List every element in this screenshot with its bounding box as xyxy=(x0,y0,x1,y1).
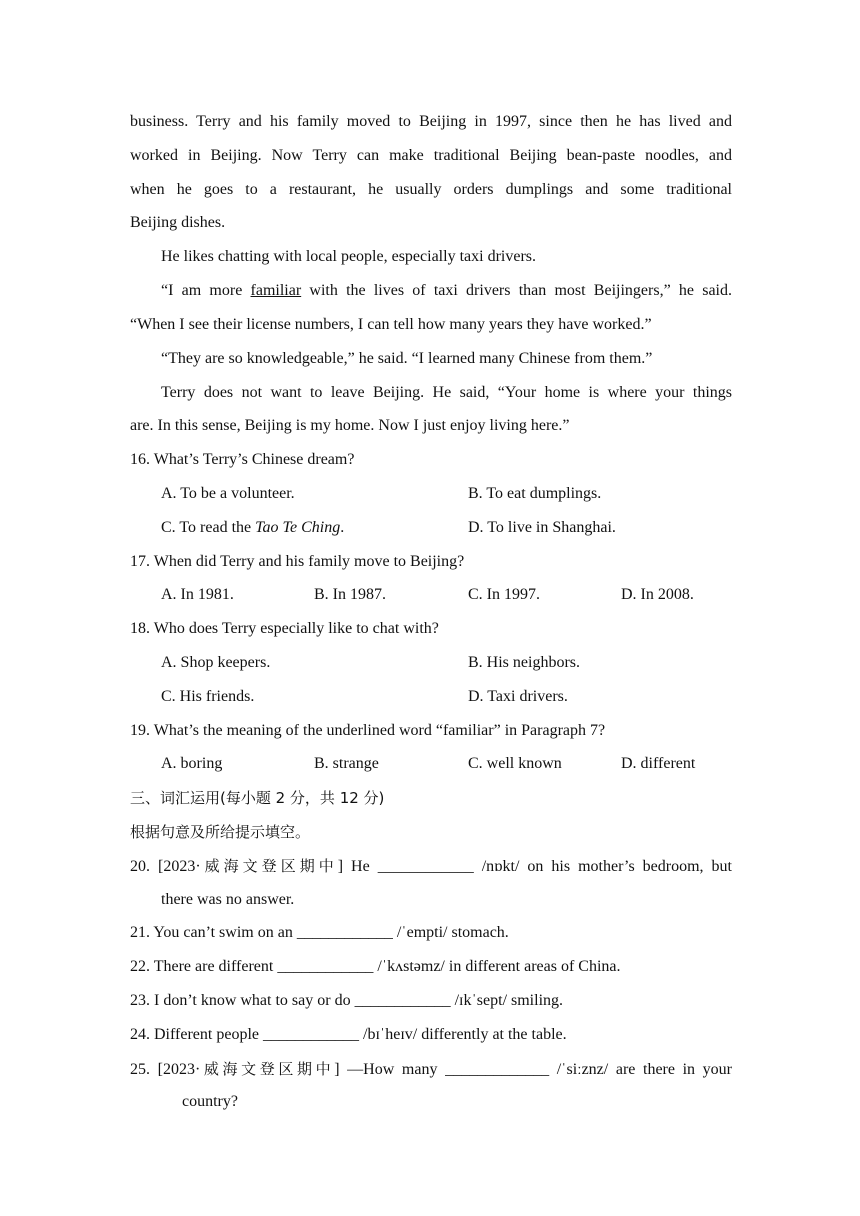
passage-line: worked in Beijing. Now Terry can make traditional Beijing bean-paste noodles, and xyxy=(130,147,732,164)
question-stem: 18. Who does Terry especially like to chat with? xyxy=(130,620,439,637)
passage-line: business. Terry and his family moved to Beijing in 1997, since then he has lived and xyxy=(130,113,732,130)
fill-question: 25. [2023·威海文登区期中] —How many _____________ /ˈsiːznz/ are there in your xyxy=(130,1060,732,1078)
option-c: C. well known xyxy=(468,755,562,772)
question-stem: 17. When did Terry and his family move to Beijing? xyxy=(130,553,465,570)
fill-question: 23. I don’t know what to say or do ____________ /ɪkˈsept/ smiling. xyxy=(130,992,564,1009)
passage-paragraph: “They are so knowledgeable,” he said. “I learned many Chinese from them.” xyxy=(161,350,653,367)
passage-line: “When I see their license numbers, I can tell how many years they have worked.” xyxy=(130,316,652,333)
option-b: B. strange xyxy=(314,755,379,772)
option-d: D. In 2008. xyxy=(621,586,694,603)
passage-line: are. In this sense, Beijing is my home. Now I just enjoy living here.” xyxy=(130,417,570,434)
option-d: D. To live in Shanghai. xyxy=(468,519,616,536)
passage-line: Beijing dishes. xyxy=(130,214,226,231)
source-tag: 威海文登区期中 xyxy=(200,1060,335,1078)
section-instruction: 根据句意及所给提示填空。 xyxy=(130,823,311,841)
fill-question: 24. Different people ____________ /bɪˈheɪv/ differently at the table. xyxy=(130,1026,567,1043)
option-b: B. To eat dumplings. xyxy=(468,485,602,502)
passage-paragraph: “I am more familiar with the lives of taxi drivers than most Beijingers,” he said. xyxy=(161,282,732,299)
question-stem: 19. What’s the meaning of the underlined word “familiar” in Paragraph 7? xyxy=(130,722,606,739)
fill-question-cont: country? xyxy=(182,1093,238,1110)
fill-question: 21. You can’t swim on an ____________ /ˈempti/ stomach. xyxy=(130,924,509,941)
section-heading: 三、词汇运用(每小题 2 分，共 12 分) xyxy=(130,789,385,807)
passage-paragraph: Terry does not want to leave Beijing. He said, “Your home is where your things xyxy=(161,384,732,401)
option-a: A. To be a volunteer. xyxy=(161,485,295,502)
book-title: Tao Te Ching xyxy=(255,519,341,536)
option-c: C. His friends. xyxy=(161,688,255,705)
option-b: B. His neighbors. xyxy=(468,654,580,671)
underlined-word: familiar xyxy=(250,282,302,299)
passage-line: when he goes to a restaurant, he usually orders dumplings and some traditional xyxy=(130,181,732,198)
option-a: A. Shop keepers. xyxy=(161,654,271,671)
fill-question: 20. [2023·威海文登区期中] He ____________ /nɒkt/ on his mother’s bedroom, but xyxy=(130,857,732,875)
option-c: C. In 1997. xyxy=(468,586,540,603)
option-d: D. different xyxy=(621,755,696,772)
option-a: A. boring xyxy=(161,755,223,772)
source-tag: 威海文登区期中 xyxy=(200,857,338,875)
option-b: B. In 1987. xyxy=(314,586,386,603)
fill-question-cont: there was no answer. xyxy=(161,891,295,908)
option-d: D. Taxi drivers. xyxy=(468,688,568,705)
option-a: A. In 1981. xyxy=(161,586,234,603)
option-c: C. To read the Tao Te Ching. xyxy=(161,519,345,536)
passage-paragraph: He likes chatting with local people, especially taxi drivers. xyxy=(161,248,536,265)
fill-question: 22. There are different ____________ /ˈkʌstəmz/ in different areas of China. xyxy=(130,958,621,975)
question-stem: 16. What’s Terry’s Chinese dream? xyxy=(130,451,355,468)
